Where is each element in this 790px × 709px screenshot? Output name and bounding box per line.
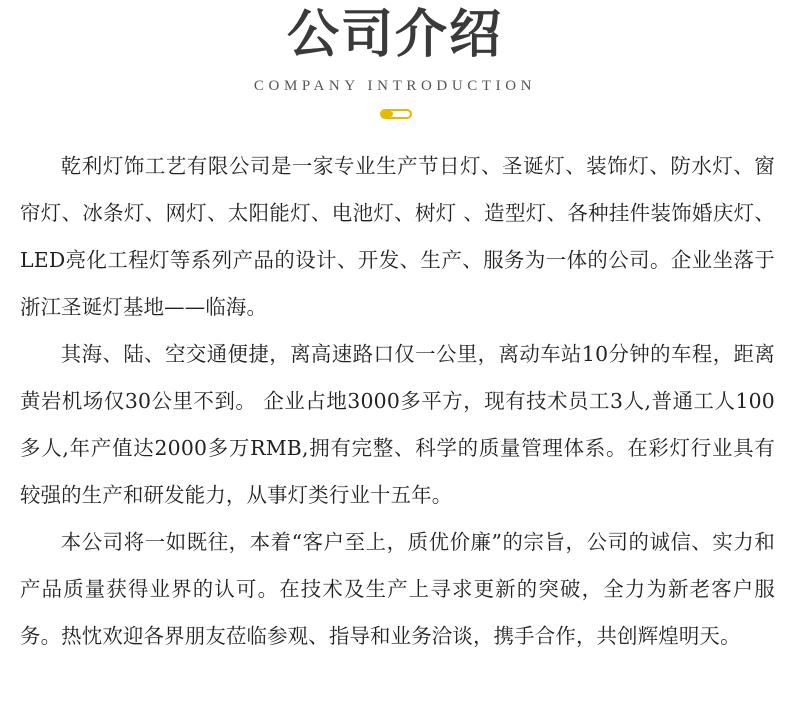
page-title: 公司介绍 <box>286 4 503 65</box>
intro-paragraph: 其海、陆、空交通便捷，离高速路口仅一公里，离动车站10分钟的车程，距离黄岩机场仅30公里不到。 企业占地3000多平方，现有技术员工3人,普通工人100多人,年产值达2000多万RMB,拥有完整、科学的质量管理体系。在彩灯行业具有较强的生产和研发能力，从事灯类行业十五年。 <box>20 342 775 507</box>
decorative-divider-pill <box>380 109 412 119</box>
intro-paragraph: 本公司将一如既往，本着“客户至上，质优价廉”的宗旨，公司的诚信、实力和产品质量获得业界的认可。在技术及生产上寻求更新的突破，全力为新老客户服务。热忱欢迎各界朋友莅临参观、指导和业务洽谈，携手合作，共创辉煌明天。 <box>20 530 775 648</box>
page-subtitle: COMPANY INTRODUCTION <box>253 78 537 94</box>
pill-fill-indicator <box>382 111 393 117</box>
company-intro-text <box>20 143 775 660</box>
intro-paragraph: 乾利灯饰工艺有限公司是一家专业生产节日灯、圣诞灯、装饰灯、防水灯、窗帘灯、冰条灯、网灯、太阳能灯、电池灯、树灯 、造型灯、各种挂件装饰婚庆灯、LED亮化工程灯等系列产品的设计、开发、生产、服务为一体的公司。企业坐落于浙江圣诞灯基地——临海。 <box>20 154 775 319</box>
